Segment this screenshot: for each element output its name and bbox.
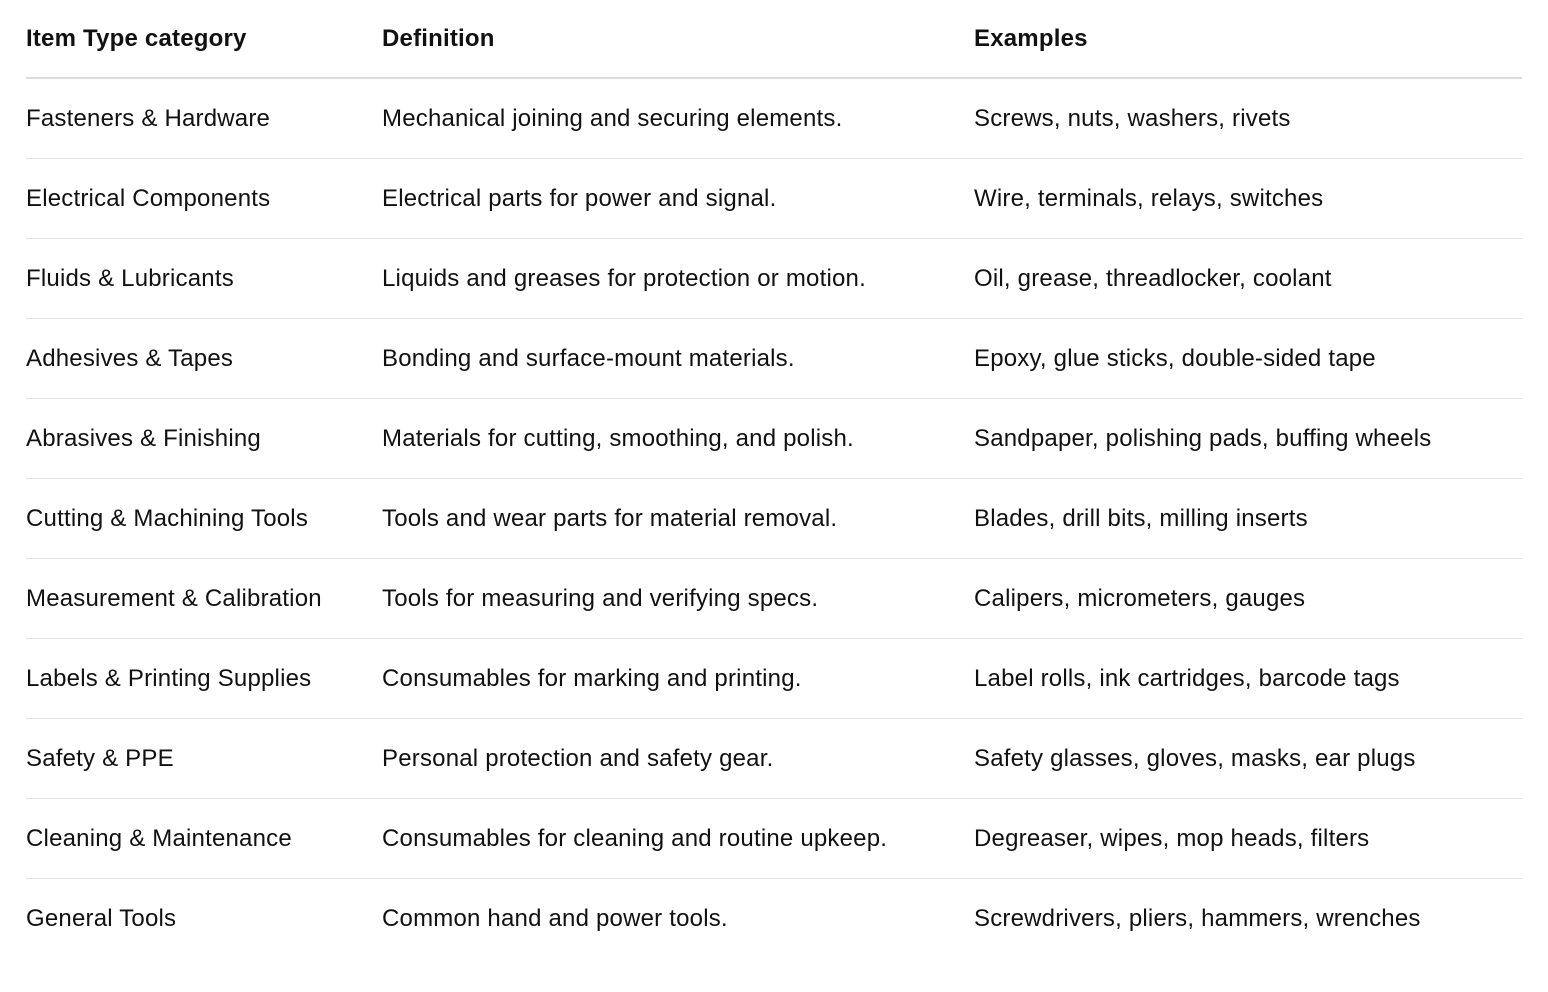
definition-cell: Bonding and surface-mount materials. xyxy=(382,344,795,372)
definition-cell: Tools for measuring and verifying specs. xyxy=(382,584,819,612)
definition-cell: Mechanical joining and securing elements. xyxy=(382,104,843,132)
definition-cell: Common hand and power tools. xyxy=(382,905,728,932)
examples-cell: Wire, terminals, relays, switches xyxy=(974,184,1324,212)
item-type-table xyxy=(26,0,1522,959)
category-cell: Electrical Components xyxy=(26,184,271,212)
examples-cell: Screwdrivers, pliers, hammers, wrenches xyxy=(974,905,1421,932)
category-cell: Safety & PPE xyxy=(26,744,174,772)
table-row xyxy=(26,479,1522,559)
category-cell: Labels & Printing Supplies xyxy=(26,664,312,692)
table-row xyxy=(26,719,1522,799)
table-row xyxy=(26,879,1522,959)
column-header-examples: Examples xyxy=(974,24,1088,52)
examples-cell: Label rolls, ink cartridges, barcode tags xyxy=(974,664,1400,692)
table-row xyxy=(26,399,1522,479)
table-row xyxy=(26,319,1522,399)
column-header-definition: Definition xyxy=(382,24,495,52)
category-cell: Fluids & Lubricants xyxy=(26,264,234,292)
table-row xyxy=(26,639,1522,719)
definition-cell: Electrical parts for power and signal. xyxy=(382,184,777,212)
examples-cell: Oil, grease, threadlocker, coolant xyxy=(974,264,1332,292)
table-header-row xyxy=(26,0,1522,79)
examples-cell: Safety glasses, gloves, masks, ear plugs xyxy=(974,744,1416,772)
category-cell: Cutting & Machining Tools xyxy=(26,504,309,532)
definition-cell: Consumables for cleaning and routine upkeep. xyxy=(382,824,888,852)
definition-cell: Consumables for marking and printing. xyxy=(382,664,802,692)
definition-cell: Tools and wear parts for material removal. xyxy=(382,504,838,532)
examples-cell: Blades, drill bits, milling inserts xyxy=(974,504,1308,532)
table-row xyxy=(26,159,1522,239)
examples-cell: Sandpaper, polishing pads, buffing wheels xyxy=(974,424,1432,452)
category-cell: General Tools xyxy=(26,905,177,932)
category-cell: Cleaning & Maintenance xyxy=(26,824,292,852)
category-cell: Fasteners & Hardware xyxy=(26,104,271,132)
definition-cell: Materials for cutting, smoothing, and polish. xyxy=(382,424,854,452)
examples-cell: Epoxy, glue sticks, double-sided tape xyxy=(974,344,1376,372)
category-cell: Adhesives & Tapes xyxy=(26,344,234,372)
examples-cell: Degreaser, wipes, mop heads, filters xyxy=(974,824,1370,852)
definition-cell: Liquids and greases for protection or motion. xyxy=(382,264,866,292)
table-row xyxy=(26,79,1522,159)
table-row xyxy=(26,239,1522,319)
examples-cell: Calipers, micrometers, gauges xyxy=(974,584,1306,612)
table-row xyxy=(26,799,1522,879)
category-cell: Measurement & Calibration xyxy=(26,584,322,612)
examples-cell: Screws, nuts, washers, rivets xyxy=(974,104,1291,132)
column-header-category: Item Type category xyxy=(26,24,247,52)
category-cell: Abrasives & Finishing xyxy=(26,424,261,452)
definition-cell: Personal protection and safety gear. xyxy=(382,744,774,772)
table-row xyxy=(26,559,1522,639)
